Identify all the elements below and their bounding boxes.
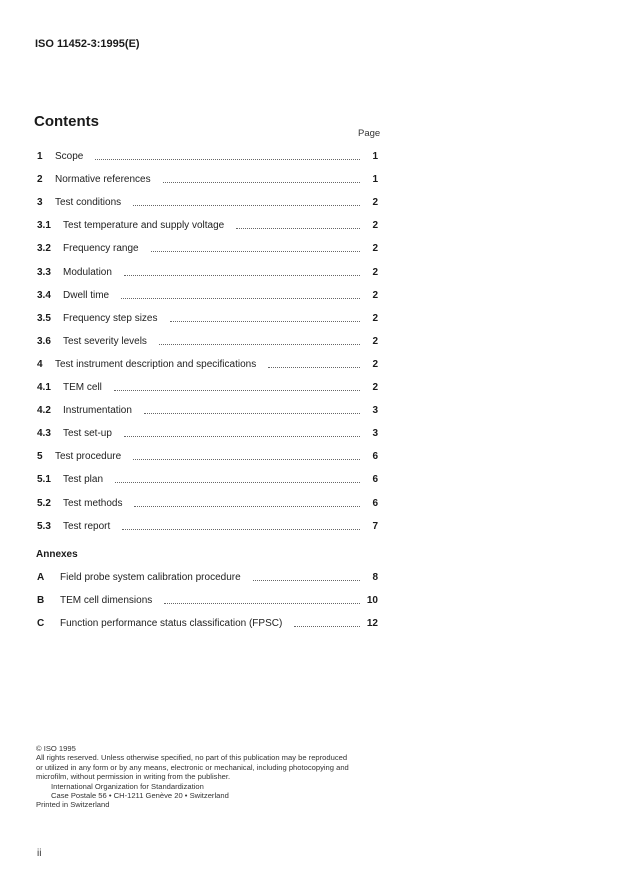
annex-letter: A	[37, 572, 45, 583]
dot-leader	[268, 367, 360, 368]
toc-entry	[37, 243, 378, 257]
dot-leader	[133, 205, 360, 206]
dot-leader	[133, 459, 360, 460]
dot-leader	[294, 626, 360, 627]
dot-leader	[115, 482, 360, 483]
toc-page: 2	[372, 382, 378, 393]
toc-entry	[37, 313, 378, 327]
dot-leader	[124, 275, 360, 276]
toc-number: 3.3	[37, 266, 51, 278]
toc-title: Test instrument description and specifications	[55, 358, 257, 370]
annex-title: Function performance status classification (FPSC)	[60, 618, 283, 629]
toc-page: 2	[372, 243, 378, 255]
toc-number: 5.1	[37, 474, 51, 486]
toc-page: 6	[372, 451, 378, 463]
toc-page: 2	[372, 220, 378, 232]
dot-leader	[144, 413, 360, 414]
toc-entry	[37, 220, 378, 234]
dot-leader	[164, 603, 360, 604]
toc-entry	[37, 428, 378, 442]
toc-page: 2	[372, 335, 378, 347]
dot-leader	[170, 321, 360, 322]
toc-page: 1	[372, 151, 378, 162]
toc-page: 6	[372, 474, 378, 486]
toc-title: Test methods	[63, 497, 123, 509]
annexes-heading: Annexes	[36, 549, 78, 560]
toc-title: Test plan	[63, 474, 104, 486]
toc-entry	[37, 197, 378, 211]
toc-title: TEM cell	[63, 382, 102, 393]
rights-line-3: microfilm, without permission in writing from the publisher.	[36, 772, 231, 782]
toc-number: 3	[37, 197, 43, 209]
toc-page: 2	[372, 266, 378, 278]
annex-page: 10	[366, 595, 378, 606]
toc-title: Test report	[63, 520, 111, 532]
copyright-notice	[36, 744, 349, 810]
annex-page: 8	[372, 572, 378, 583]
annex-title: Field probe system calibration procedure	[60, 572, 241, 583]
toc-title: Test set-up	[63, 428, 112, 440]
toc-page: 3	[372, 405, 378, 417]
dot-leader	[124, 436, 360, 437]
annex-page: 12	[366, 618, 378, 629]
dot-leader	[159, 344, 360, 345]
toc-title: Frequency step sizes	[63, 312, 158, 324]
toc-number: 5	[37, 451, 43, 463]
toc-entry	[37, 382, 378, 396]
toc-number: 3.1	[37, 220, 51, 232]
toc-number: 3.4	[37, 289, 51, 301]
toc-entry	[37, 521, 378, 535]
toc-title: Test temperature and supply voltage	[63, 220, 225, 232]
toc-title: Frequency range	[63, 243, 139, 255]
page-number: ii	[37, 848, 42, 859]
dot-leader	[121, 298, 360, 299]
toc-entry	[37, 267, 378, 281]
rights-line-1: All rights reserved. Unless otherwise specified, no part of this publication may be reproduced	[36, 753, 348, 763]
dot-leader	[122, 529, 360, 530]
toc-title: Normative references	[55, 174, 151, 186]
toc-title: Test severity levels	[63, 335, 147, 347]
dot-leader	[151, 251, 360, 252]
toc-number: 4.2	[37, 405, 51, 417]
toc-number: 4.1	[37, 382, 51, 393]
toc-number: 2	[37, 174, 43, 186]
toc-number: 3.6	[37, 335, 51, 347]
dot-leader	[95, 159, 360, 160]
dot-leader	[134, 506, 360, 507]
toc-title: Modulation	[63, 266, 112, 278]
annex-letter: B	[37, 595, 45, 606]
toc-entry	[37, 151, 378, 165]
dot-leader	[114, 390, 360, 391]
toc-title: Test procedure	[55, 451, 122, 463]
document-id: ISO 11452-3:1995(E)	[35, 38, 140, 50]
toc-title: Scope	[55, 151, 84, 162]
dot-leader	[253, 580, 360, 581]
annex-letter: C	[37, 618, 45, 629]
toc-page: 2	[372, 312, 378, 324]
toc-number: 3.2	[37, 243, 51, 255]
toc-entry	[37, 290, 378, 304]
dot-leader	[236, 228, 360, 229]
annex-entry	[37, 572, 378, 586]
organization-name: International Organization for Standardization	[51, 781, 204, 791]
toc-number: 5.2	[37, 497, 51, 509]
toc-page: 1	[372, 174, 378, 186]
toc-page: 3	[372, 428, 378, 440]
page-column-label: Page	[358, 128, 381, 139]
toc-entry	[37, 498, 378, 512]
toc-page: 6	[372, 497, 378, 509]
annex-entry	[37, 618, 378, 632]
toc-entry	[37, 451, 378, 465]
toc-entry	[37, 474, 378, 488]
toc-entry	[37, 336, 378, 350]
printed-in: Printed in Switzerland	[36, 800, 110, 810]
toc-entry	[37, 405, 378, 419]
toc-page: 2	[372, 358, 378, 370]
toc-number: 4	[37, 358, 43, 370]
organization-address: Case Postale 56 • CH-1211 Genève 20 • Switzerland	[51, 791, 229, 801]
toc-number: 4.3	[37, 428, 51, 440]
toc-number: 1	[37, 151, 43, 162]
contents-title: Contents	[34, 113, 99, 130]
toc-title: Test conditions	[55, 197, 122, 209]
rights-line-2: or utilized in any form or by any means, electronic or mechanical, including photocopying and	[36, 762, 349, 772]
annex-entry	[37, 595, 378, 609]
toc-title: Instrumentation	[63, 405, 132, 417]
annex-title: TEM cell dimensions	[60, 595, 153, 606]
copyright-line: © ISO 1995	[36, 744, 76, 753]
toc-page: 2	[372, 289, 378, 301]
toc-page: 2	[372, 197, 378, 209]
toc-title: Dwell time	[63, 289, 110, 301]
toc-entry	[37, 359, 378, 373]
toc-entry	[37, 174, 378, 188]
toc-number: 5.3	[37, 520, 51, 532]
toc-page: 7	[372, 520, 378, 532]
dot-leader	[163, 182, 360, 183]
toc-number: 3.5	[37, 312, 51, 324]
